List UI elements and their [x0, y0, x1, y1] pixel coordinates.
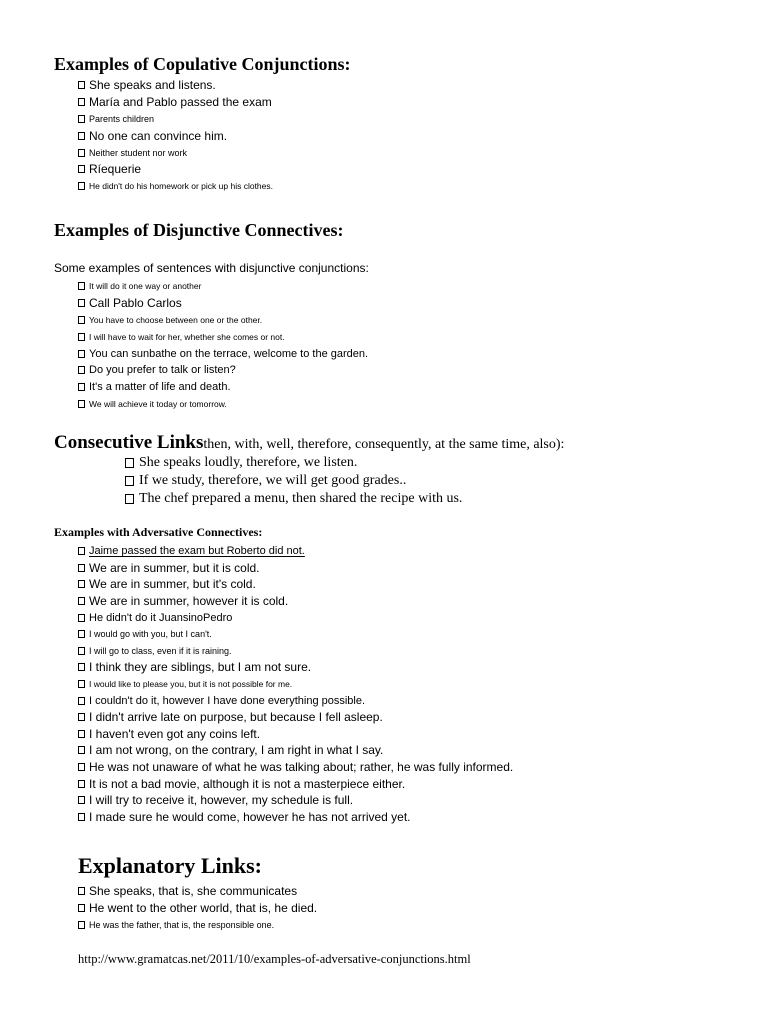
consecutive-heading-tail: then, with, well, therefore, consequently, at the same time, also):: [203, 437, 565, 452]
checkbox-bullet-icon: [78, 132, 85, 140]
adversative-heading: Examples with Adversative Connectives:: [54, 525, 263, 539]
checkbox-bullet-icon: [78, 350, 85, 358]
list-item: We will achieve it today or tomorrow.: [78, 396, 368, 413]
list-item: I think they are siblings, but I am not sure.: [78, 659, 513, 676]
copulative-heading: Examples of Copulative Conjunctions:: [54, 54, 351, 74]
checkbox-bullet-icon: [78, 333, 85, 341]
checkbox-bullet-icon: [125, 494, 134, 504]
list-item: We are in summer, but it's cold.: [78, 576, 513, 593]
checkbox-bullet-icon: [78, 780, 85, 788]
list-item: I will try to receive it, however, my schedule is full.: [78, 792, 513, 809]
checkbox-bullet-icon: [78, 663, 85, 671]
checkbox-bullet-icon: [78, 564, 85, 572]
list-item: Do you prefer to talk or listen?: [78, 362, 368, 379]
list-item: You can sunbathe on the terrace, welcome to the garden.: [78, 345, 368, 362]
checkbox-bullet-icon: [78, 597, 85, 605]
checkbox-bullet-icon: [125, 476, 134, 486]
checkbox-bullet-icon: [78, 165, 85, 173]
explanatory-heading: Explanatory Links:: [78, 853, 262, 878]
list-item: The chef prepared a menu, then shared the recipe with us.: [125, 490, 462, 508]
list-item: He was the father, that is, the responsible one.: [78, 916, 317, 933]
list-item: Ríequerie: [78, 161, 273, 178]
list-item: He went to the other world, that is, he died.: [78, 899, 317, 916]
checkbox-bullet-icon: [78, 697, 85, 705]
list-item: It's a matter of life and death.: [78, 379, 368, 396]
list-item: I didn't arrive late on purpose, but because I fell asleep.: [78, 709, 513, 726]
list-item: He didn't do his homework or pick up his clothes.: [78, 178, 273, 195]
checkbox-bullet-icon: [78, 746, 85, 754]
checkbox-bullet-icon: [78, 813, 85, 821]
list-item: I couldn't do it, however I have done everything possible.: [78, 692, 513, 709]
checkbox-bullet-icon: [78, 98, 85, 106]
checkbox-bullet-icon: [78, 400, 85, 408]
copulative-list: [78, 77, 273, 195]
checkbox-bullet-icon: [78, 680, 85, 688]
checkbox-bullet-icon: [78, 81, 85, 89]
source-url: http://www.gramatcas.net/2011/10/examples-of-adversative-conjunctions.html: [78, 952, 471, 966]
disjunctive-heading: Examples of Disjunctive Connectives:: [54, 220, 344, 240]
checkbox-bullet-icon: [78, 647, 85, 655]
checkbox-bullet-icon: [78, 887, 85, 895]
list-item: If we study, therefore, we will get good grades..: [125, 472, 462, 490]
checkbox-bullet-icon: [78, 796, 85, 804]
checkbox-bullet-icon: [125, 458, 134, 468]
checkbox-bullet-icon: [78, 316, 85, 324]
consecutive-list: [125, 454, 462, 508]
list-item: It will do it one way or another: [78, 278, 368, 295]
list-item: Neither student nor work: [78, 144, 273, 161]
disjunctive-list: [78, 278, 368, 412]
checkbox-bullet-icon: [78, 730, 85, 738]
checkbox-bullet-icon: [78, 580, 85, 588]
list-item: I haven't even got any coins left.: [78, 726, 513, 743]
list-item: I would like to please you, but it is not possible for me.: [78, 676, 513, 693]
checkbox-bullet-icon: [78, 282, 85, 290]
checkbox-bullet-icon: [78, 182, 85, 190]
checkbox-bullet-icon: [78, 115, 85, 123]
checkbox-bullet-icon: [78, 713, 85, 721]
checkbox-bullet-icon: [78, 547, 85, 555]
list-item: We are in summer, but it is cold.: [78, 560, 513, 577]
list-item: I will go to class, even if it is raining.: [78, 643, 513, 660]
list-item: She speaks, that is, she communicates: [78, 882, 317, 899]
checkbox-bullet-icon: [78, 614, 85, 622]
checkbox-bullet-icon: [78, 630, 85, 638]
adversative-list: [78, 543, 513, 825]
disjunctive-intro: Some examples of sentences with disjunctive conjunctions:: [54, 261, 369, 275]
list-item: I am not wrong, on the contrary, I am right in what I say.: [78, 742, 513, 759]
list-item: She speaks loudly, therefore, we listen.: [125, 454, 462, 472]
checkbox-bullet-icon: [78, 921, 85, 929]
list-item: María and Pablo passed the exam: [78, 94, 273, 111]
checkbox-bullet-icon: [78, 904, 85, 912]
list-item: We are in summer, however it is cold.: [78, 593, 513, 610]
list-item: No one can convince him.: [78, 127, 273, 144]
list-item: I will have to wait for her, whether she comes or not.: [78, 328, 368, 345]
list-item: You have to choose between one or the other.: [78, 312, 368, 329]
list-item: He was not unaware of what he was talking about; rather, he was fully informed.: [78, 759, 513, 776]
checkbox-bullet-icon: [78, 383, 85, 391]
list-item: He didn't do it JuansinoPedro: [78, 609, 513, 626]
checkbox-bullet-icon: [78, 149, 85, 157]
explanatory-list: [78, 882, 317, 933]
consecutive-heading: [54, 432, 564, 454]
list-item: Parents children: [78, 111, 273, 128]
list-item: It is not a bad movie, although it is not a masterpiece either.: [78, 775, 513, 792]
list-item: I made sure he would come, however he has not arrived yet.: [78, 809, 513, 826]
checkbox-bullet-icon: [78, 366, 85, 374]
list-item: She speaks and listens.: [78, 77, 273, 94]
list-item: I would go with you, but I can't.: [78, 626, 513, 643]
list-item: Call Pablo Carlos: [78, 295, 368, 312]
checkbox-bullet-icon: [78, 763, 85, 771]
list-item: Jaime passed the exam but Roberto did not.: [78, 543, 513, 560]
consecutive-heading-title: Consecutive Links: [54, 432, 204, 453]
checkbox-bullet-icon: [78, 299, 85, 307]
